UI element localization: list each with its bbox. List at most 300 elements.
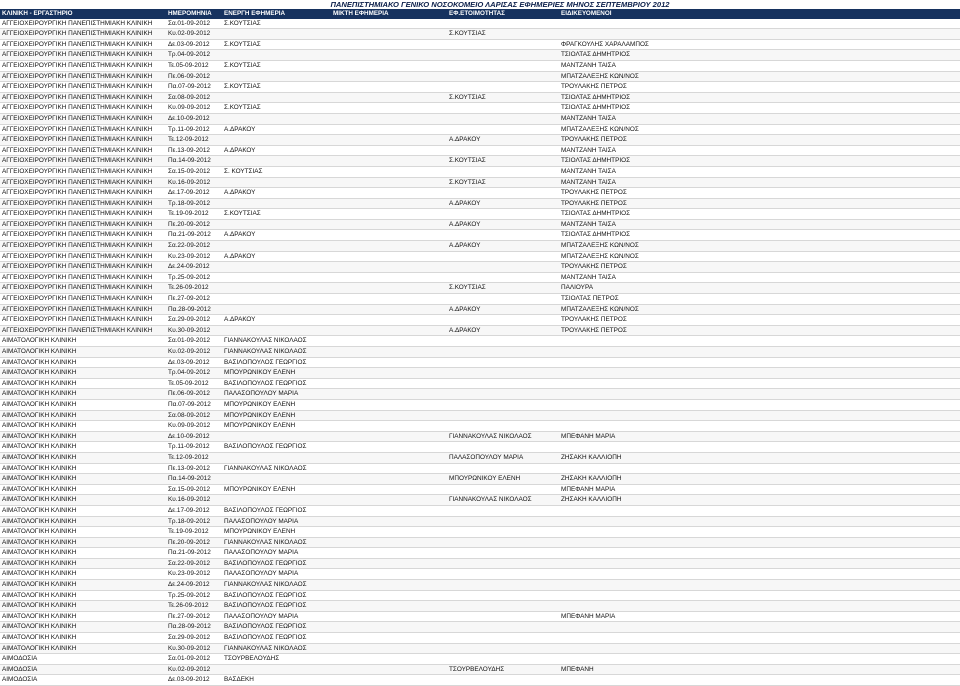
- cell-on-call-duty: [447, 336, 559, 347]
- column-header-on-call-duty: ΕΦ.ΕΤΟΙΜΟΤΗΤΑΣ: [447, 9, 559, 19]
- cell-on-call-duty: [447, 569, 559, 580]
- cell-on-call-duty: [447, 294, 559, 305]
- cell-on-call-duty: [447, 272, 559, 283]
- table-row: [0, 495, 960, 506]
- cell-mixed-duty: [331, 315, 447, 326]
- cell-clinic: ΑΙΜΟΔΟΣΙΑ: [0, 675, 166, 686]
- cell-residents: [559, 633, 960, 644]
- cell-mixed-duty: [331, 272, 447, 283]
- cell-active-duty: ΓΙΑΝΝΑΚΟΥΛΑΣ ΝΙΚΟΛΑΟΣ: [222, 463, 331, 474]
- cell-on-call-duty: [447, 484, 559, 495]
- cell-mixed-duty: [331, 283, 447, 294]
- cell-residents: ΤΡΟΥΛΑΚΗΣ ΠΕΤΡΟΣ: [559, 135, 960, 146]
- cell-clinic: ΑΓΓΕΙΟΧΕΙΡΟΥΡΓΙΚΗ ΠΑΝΕΠΙΣΤΗΜΙΑΚΗ ΚΛΙΝΙΚΗ: [0, 230, 166, 241]
- cell-mixed-duty: [331, 241, 447, 252]
- table-row: [0, 262, 960, 273]
- cell-residents: ΜΑΝΤΖΑΝΗ ΤΑΙΣΑ: [559, 272, 960, 283]
- cell-clinic: ΑΙΜΑΤΟΛΟΓΙΚΗ ΚΛΙΝΙΚΗ: [0, 643, 166, 654]
- cell-clinic: ΑΙΜΑΤΟΛΟΓΙΚΗ ΚΛΙΝΙΚΗ: [0, 622, 166, 633]
- table-row: [0, 442, 960, 453]
- cell-active-duty: [222, 29, 331, 40]
- cell-on-call-duty: [447, 654, 559, 665]
- cell-on-call-duty: [447, 60, 559, 71]
- cell-residents: [559, 580, 960, 591]
- cell-mixed-duty: [331, 537, 447, 548]
- cell-clinic: ΑΓΓΕΙΟΧΕΙΡΟΥΡΓΙΚΗ ΠΑΝΕΠΙΣΤΗΜΙΑΚΗ ΚΛΙΝΙΚΗ: [0, 294, 166, 305]
- cell-active-duty: Σ.ΚΟΥΤΣΙΑΣ: [222, 209, 331, 220]
- cell-date: Κυ.16-09-2012: [166, 177, 222, 188]
- cell-date: Κυ.16-09-2012: [166, 495, 222, 506]
- cell-clinic: ΑΓΓΕΙΟΧΕΙΡΟΥΡΓΙΚΗ ΠΑΝΕΠΙΣΤΗΜΙΑΚΗ ΚΛΙΝΙΚΗ: [0, 251, 166, 262]
- cell-date: Κυ.02-09-2012: [166, 29, 222, 40]
- cell-mixed-duty: [331, 39, 447, 50]
- table-row: [0, 569, 960, 580]
- cell-mixed-duty: [331, 19, 447, 29]
- cell-clinic: ΑΙΜΑΤΟΛΟΓΙΚΗ ΚΛΙΝΙΚΗ: [0, 378, 166, 389]
- cell-mixed-duty: [331, 601, 447, 612]
- cell-active-duty: ΠΑΛΑΣΟΠΟΥΛΟΥ ΜΑΡΙΑ: [222, 516, 331, 527]
- table-row: [0, 622, 960, 633]
- cell-clinic: ΑΙΜΑΤΟΛΟΓΙΚΗ ΚΛΙΝΙΚΗ: [0, 537, 166, 548]
- table-row: [0, 431, 960, 442]
- cell-mixed-duty: [331, 198, 447, 209]
- page-title: ΠΑΝΕΠΙΣΤΗΜΙΑΚΟ ΓΕΝΙΚΟ ΝΟΣΟΚΟΜΕΙΟ ΛΑΡΙΣΑΣ ΕΦΗΜΕΡΙΕΣ ΜΗΝΟΣ ΣΕΠΤΕΜΒΡΙΟΥ 2012: [330, 0, 670, 9]
- cell-mixed-duty: [331, 421, 447, 432]
- cell-active-duty: Σ. ΚΟΥΤΣΙΑΣ: [222, 166, 331, 177]
- table-row: [0, 484, 960, 495]
- table-row: [0, 251, 960, 262]
- cell-mixed-duty: [331, 262, 447, 273]
- cell-date: Τε.26-09-2012: [166, 283, 222, 294]
- cell-on-call-duty: [447, 378, 559, 389]
- cell-residents: ΤΣΙΟΛΤΑΣ ΔΗΜΗΤΡΙΟΣ: [559, 209, 960, 220]
- cell-clinic: ΑΙΜΑΤΟΛΟΓΙΚΗ ΚΛΙΝΙΚΗ: [0, 516, 166, 527]
- cell-clinic: ΑΙΜΑΤΟΛΟΓΙΚΗ ΚΛΙΝΙΚΗ: [0, 484, 166, 495]
- cell-active-duty: [222, 135, 331, 146]
- table-row: [0, 378, 960, 389]
- table-row: [0, 156, 960, 167]
- cell-mixed-duty: [331, 145, 447, 156]
- cell-on-call-duty: ΜΠΟΥΡΩΝΙΚΟΥ ΕΛΕΝΗ: [447, 474, 559, 485]
- cell-clinic: ΑΓΓΕΙΟΧΕΙΡΟΥΡΓΙΚΗ ΠΑΝΕΠΙΣΤΗΜΙΑΚΗ ΚΛΙΝΙΚΗ: [0, 39, 166, 50]
- cell-clinic: ΑΙΜΑΤΟΛΟΓΙΚΗ ΚΛΙΝΙΚΗ: [0, 611, 166, 622]
- cell-date: Τε.05-09-2012: [166, 378, 222, 389]
- cell-active-duty: ΒΑΣΙΛΟΠΟΥΛΟΣ ΓΕΩΡΓΙΟΣ: [222, 505, 331, 516]
- cell-date: Πε.13-09-2012: [166, 463, 222, 474]
- cell-date: Πα.07-09-2012: [166, 399, 222, 410]
- cell-residents: [559, 548, 960, 559]
- cell-active-duty: ΓΙΑΝΝΑΚΟΥΛΑΣ ΝΙΚΟΛΑΟΣ: [222, 336, 331, 347]
- cell-active-duty: [222, 283, 331, 294]
- cell-clinic: ΑΓΓΕΙΟΧΕΙΡΟΥΡΓΙΚΗ ΠΑΝΕΠΙΣΤΗΜΙΑΚΗ ΚΛΙΝΙΚΗ: [0, 135, 166, 146]
- table-row: [0, 368, 960, 379]
- cell-on-call-duty: [447, 71, 559, 82]
- cell-residents: [559, 399, 960, 410]
- cell-date: Κυ.30-09-2012: [166, 643, 222, 654]
- table-row: [0, 675, 960, 686]
- cell-residents: ΜΑΝΤΖΑΝΗ ΤΑΙΣΑ: [559, 166, 960, 177]
- cell-date: Δε.03-09-2012: [166, 39, 222, 50]
- table-row: [0, 39, 960, 50]
- cell-clinic: ΑΙΜΑΤΟΛΟΓΙΚΗ ΚΛΙΝΙΚΗ: [0, 463, 166, 474]
- cell-clinic: ΑΙΜΑΤΟΛΟΓΙΚΗ ΚΛΙΝΙΚΗ: [0, 336, 166, 347]
- cell-active-duty: ΠΑΛΑΣΟΠΟΥΛΟΥ ΜΑΡΙΑ: [222, 569, 331, 580]
- cell-clinic: ΑΓΓΕΙΟΧΕΙΡΟΥΡΓΙΚΗ ΠΑΝΕΠΙΣΤΗΜΙΑΚΗ ΚΛΙΝΙΚΗ: [0, 29, 166, 40]
- cell-residents: [559, 569, 960, 580]
- table-row: [0, 516, 960, 527]
- cell-mixed-duty: [331, 60, 447, 71]
- cell-date: Σα.01-09-2012: [166, 654, 222, 665]
- table-row: [0, 103, 960, 114]
- cell-date: Δε.03-09-2012: [166, 675, 222, 686]
- cell-active-duty: ΜΠΟΥΡΩΝΙΚΟΥ ΕΛΕΝΗ: [222, 410, 331, 421]
- table-row: [0, 294, 960, 305]
- cell-date: Κυ.02-09-2012: [166, 664, 222, 675]
- cell-active-duty: [222, 272, 331, 283]
- cell-date: Τε.19-09-2012: [166, 527, 222, 538]
- cell-active-duty: ΒΑΣΙΛΟΠΟΥΛΟΣ ΓΕΩΡΓΙΟΣ: [222, 633, 331, 644]
- cell-active-duty: ΠΑΛΑΣΟΠΟΥΛΟΥ ΜΑΡΙΑ: [222, 389, 331, 400]
- cell-mixed-duty: [331, 569, 447, 580]
- cell-on-call-duty: [447, 39, 559, 50]
- table-row: [0, 188, 960, 199]
- table-row: [0, 315, 960, 326]
- cell-on-call-duty: Σ.ΚΟΥΤΣΙΑΣ: [447, 92, 559, 103]
- cell-active-duty: [222, 156, 331, 167]
- cell-mixed-duty: [331, 452, 447, 463]
- cell-mixed-duty: [331, 71, 447, 82]
- cell-clinic: ΑΙΜΑΤΟΛΟΓΙΚΗ ΚΛΙΝΙΚΗ: [0, 548, 166, 559]
- cell-mixed-duty: [331, 431, 447, 442]
- cell-residents: ΜΠΕΦΑΝΗ ΜΑΡΙΑ: [559, 611, 960, 622]
- cell-clinic: ΑΙΜΑΤΟΛΟΓΙΚΗ ΚΛΙΝΙΚΗ: [0, 580, 166, 591]
- cell-mixed-duty: [331, 399, 447, 410]
- table-row: [0, 389, 960, 400]
- roster-body: [0, 19, 960, 686]
- cell-mixed-duty: [331, 664, 447, 675]
- cell-date: Πα.28-09-2012: [166, 304, 222, 315]
- cell-mixed-duty: [331, 50, 447, 61]
- cell-residents: ΜΑΝΤΖΑΝΗ ΤΑΙΣΑ: [559, 145, 960, 156]
- cell-active-duty: [222, 431, 331, 442]
- cell-clinic: ΑΙΜΑΤΟΛΟΓΙΚΗ ΚΛΙΝΙΚΗ: [0, 442, 166, 453]
- cell-on-call-duty: [447, 643, 559, 654]
- cell-on-call-duty: [447, 113, 559, 124]
- cell-date: Πε.06-09-2012: [166, 389, 222, 400]
- cell-clinic: ΑΙΜΑΤΟΛΟΓΙΚΗ ΚΛΙΝΙΚΗ: [0, 558, 166, 569]
- table-row: [0, 145, 960, 156]
- cell-on-call-duty: [447, 399, 559, 410]
- cell-active-duty: Α.ΔΡΑΚΟΥ: [222, 230, 331, 241]
- cell-mixed-duty: [331, 527, 447, 538]
- cell-active-duty: [222, 294, 331, 305]
- table-row: [0, 410, 960, 421]
- cell-date: Πε.27-09-2012: [166, 611, 222, 622]
- cell-active-duty: ΜΠΟΥΡΩΝΙΚΟΥ ΕΛΕΝΗ: [222, 421, 331, 432]
- cell-clinic: ΑΙΜΑΤΟΛΟΓΙΚΗ ΚΛΙΝΙΚΗ: [0, 601, 166, 612]
- cell-residents: ΤΣΙΟΛΤΑΣ ΔΗΜΗΤΡΙΟΣ: [559, 156, 960, 167]
- cell-residents: [559, 505, 960, 516]
- table-row: [0, 135, 960, 146]
- cell-clinic: ΑΙΜΑΤΟΛΟΓΙΚΗ ΚΛΙΝΙΚΗ: [0, 421, 166, 432]
- cell-residents: ΜΠΑΤΖΑΛΕΞΗΣ ΚΩΝ/ΝΟΣ: [559, 241, 960, 252]
- cell-residents: [559, 654, 960, 665]
- cell-residents: [559, 368, 960, 379]
- cell-clinic: ΑΓΓΕΙΟΧΕΙΡΟΥΡΓΙΚΗ ΠΑΝΕΠΙΣΤΗΜΙΑΚΗ ΚΛΙΝΙΚΗ: [0, 156, 166, 167]
- table-row: [0, 230, 960, 241]
- cell-residents: ΤΣΙΟΛΤΑΣ ΔΗΜΗΤΡΙΟΣ: [559, 92, 960, 103]
- cell-date: Τρ.04-09-2012: [166, 368, 222, 379]
- cell-active-duty: [222, 495, 331, 506]
- cell-mixed-duty: [331, 124, 447, 135]
- cell-on-call-duty: ΠΑΛΑΣΟΠΟΥΛΟΥ ΜΑΡΙΑ: [447, 452, 559, 463]
- cell-clinic: ΑΙΜΑΤΟΛΟΓΙΚΗ ΚΛΙΝΙΚΗ: [0, 357, 166, 368]
- cell-active-duty: [222, 664, 331, 675]
- table-row: [0, 654, 960, 665]
- cell-clinic: ΑΓΓΕΙΟΧΕΙΡΟΥΡΓΙΚΗ ΠΑΝΕΠΙΣΤΗΜΙΑΚΗ ΚΛΙΝΙΚΗ: [0, 19, 166, 29]
- cell-date: Σα.22-09-2012: [166, 558, 222, 569]
- cell-mixed-duty: [331, 113, 447, 124]
- cell-on-call-duty: Σ.ΚΟΥΤΣΙΑΣ: [447, 29, 559, 40]
- cell-residents: [559, 622, 960, 633]
- cell-date: Δε.24-09-2012: [166, 580, 222, 591]
- cell-clinic: ΑΙΜΑΤΟΛΟΓΙΚΗ ΚΛΙΝΙΚΗ: [0, 505, 166, 516]
- cell-clinic: ΑΓΓΕΙΟΧΕΙΡΟΥΡΓΙΚΗ ΠΑΝΕΠΙΣΤΗΜΙΑΚΗ ΚΛΙΝΙΚΗ: [0, 304, 166, 315]
- cell-mixed-duty: [331, 611, 447, 622]
- cell-date: Τρ.25-09-2012: [166, 590, 222, 601]
- cell-residents: ΤΣΙΟΛΤΑΣ ΔΗΜΗΤΡΙΟΣ: [559, 50, 960, 61]
- cell-on-call-duty: [447, 389, 559, 400]
- cell-mixed-duty: [331, 495, 447, 506]
- table-row: [0, 198, 960, 209]
- cell-residents: [559, 442, 960, 453]
- cell-clinic: ΑΓΓΕΙΟΧΕΙΡΟΥΡΓΙΚΗ ΠΑΝΕΠΙΣΤΗΜΙΑΚΗ ΚΛΙΝΙΚΗ: [0, 325, 166, 336]
- cell-date: Δε.17-09-2012: [166, 505, 222, 516]
- cell-residents: ΤΡΟΥΛΑΚΗΣ ΠΕΤΡΟΣ: [559, 262, 960, 273]
- cell-clinic: ΑΙΜΑΤΟΛΟΓΙΚΗ ΚΛΙΝΙΚΗ: [0, 569, 166, 580]
- cell-residents: ΤΡΟΥΛΑΚΗΣ ΠΕΤΡΟΣ: [559, 82, 960, 93]
- column-header-residents: ΕΙΔΙΚΕΥΟΜΕΝΟΙ: [559, 9, 960, 19]
- cell-residents: ΠΑΛΙΟΥΡΑ: [559, 283, 960, 294]
- table-row: [0, 633, 960, 644]
- cell-clinic: ΑΓΓΕΙΟΧΕΙΡΟΥΡΓΙΚΗ ΠΑΝΕΠΙΣΤΗΜΙΑΚΗ ΚΛΙΝΙΚΗ: [0, 283, 166, 294]
- cell-active-duty: Σ.ΚΟΥΤΣΙΑΣ: [222, 103, 331, 114]
- cell-active-duty: Α.ΔΡΑΚΟΥ: [222, 251, 331, 262]
- table-row: [0, 558, 960, 569]
- table-row: [0, 241, 960, 252]
- cell-date: Τε.12-09-2012: [166, 452, 222, 463]
- table-row: [0, 50, 960, 61]
- cell-residents: ΤΡΟΥΛΑΚΗΣ ΠΕΤΡΟΣ: [559, 325, 960, 336]
- cell-mixed-duty: [331, 484, 447, 495]
- cell-active-duty: Σ.ΚΟΥΤΣΙΑΣ: [222, 82, 331, 93]
- cell-mixed-duty: [331, 336, 447, 347]
- cell-on-call-duty: [447, 516, 559, 527]
- cell-date: Τρ.18-09-2012: [166, 198, 222, 209]
- cell-on-call-duty: [447, 124, 559, 135]
- table-row: [0, 590, 960, 601]
- cell-mixed-duty: [331, 230, 447, 241]
- cell-date: Δε.03-09-2012: [166, 357, 222, 368]
- cell-residents: ΦΡΑΓΚΟΥΛΗΣ ΧΑΡΑΛΑΜΠΟΣ: [559, 39, 960, 50]
- cell-clinic: ΑΓΓΕΙΟΧΕΙΡΟΥΡΓΙΚΗ ΠΑΝΕΠΙΣΤΗΜΙΑΚΗ ΚΛΙΝΙΚΗ: [0, 145, 166, 156]
- cell-mixed-duty: [331, 548, 447, 559]
- cell-clinic: ΑΓΓΕΙΟΧΕΙΡΟΥΡΓΙΚΗ ΠΑΝΕΠΙΣΤΗΜΙΑΚΗ ΚΛΙΝΙΚΗ: [0, 103, 166, 114]
- cell-residents: ΜΠΑΤΖΑΛΕΞΗΣ ΚΩΝ/ΝΟΣ: [559, 71, 960, 82]
- cell-on-call-duty: Α.ΔΡΑΚΟΥ: [447, 219, 559, 230]
- cell-active-duty: ΓΙΑΝΝΑΚΟΥΛΑΣ ΝΙΚΟΛΑΟΣ: [222, 643, 331, 654]
- cell-clinic: ΑΙΜΑΤΟΛΟΓΙΚΗ ΚΛΙΝΙΚΗ: [0, 368, 166, 379]
- cell-active-duty: [222, 452, 331, 463]
- cell-on-call-duty: ΓΙΑΝΝΑΚΟΥΛΑΣ ΝΙΚΟΛΑΟΣ: [447, 431, 559, 442]
- cell-residents: ΤΡΟΥΛΑΚΗΣ ΠΕΤΡΟΣ: [559, 188, 960, 199]
- cell-on-call-duty: [447, 590, 559, 601]
- cell-on-call-duty: Α.ΔΡΑΚΟΥ: [447, 241, 559, 252]
- table-row: [0, 601, 960, 612]
- cell-mixed-duty: [331, 633, 447, 644]
- cell-mixed-duty: [331, 643, 447, 654]
- cell-mixed-duty: [331, 474, 447, 485]
- cell-active-duty: ΤΣΟΥΡΒΕΛΟΥΔΗΣ: [222, 654, 331, 665]
- cell-clinic: ΑΙΜΑΤΟΛΟΓΙΚΗ ΚΛΙΝΙΚΗ: [0, 590, 166, 601]
- cell-mixed-duty: [331, 410, 447, 421]
- cell-residents: [559, 675, 960, 686]
- cell-active-duty: Α.ΔΡΑΚΟΥ: [222, 188, 331, 199]
- cell-on-call-duty: Σ.ΚΟΥΤΣΙΑΣ: [447, 177, 559, 188]
- cell-clinic: ΑΓΓΕΙΟΧΕΙΡΟΥΡΓΙΚΗ ΠΑΝΕΠΙΣΤΗΜΙΑΚΗ ΚΛΙΝΙΚΗ: [0, 188, 166, 199]
- cell-active-duty: ΒΑΣΔΕΚΗ: [222, 675, 331, 686]
- cell-on-call-duty: [447, 442, 559, 453]
- cell-date: Πα.21-09-2012: [166, 230, 222, 241]
- table-row: [0, 82, 960, 93]
- cell-mixed-duty: [331, 325, 447, 336]
- cell-on-call-duty: [447, 262, 559, 273]
- cell-mixed-duty: [331, 622, 447, 633]
- column-header-clinic: ΚΛΙΝΙΚΗ - ΕΡΓΑΣΤΗΡΙΟ: [0, 9, 166, 19]
- cell-active-duty: ΒΑΣΙΛΟΠΟΥΛΟΣ ΓΕΩΡΓΙΟΣ: [222, 622, 331, 633]
- cell-clinic: ΑΙΜΟΔΟΣΙΑ: [0, 654, 166, 665]
- table-row: [0, 537, 960, 548]
- cell-date: Πα.21-09-2012: [166, 548, 222, 559]
- cell-mixed-duty: [331, 442, 447, 453]
- cell-residents: [559, 463, 960, 474]
- cell-residents: [559, 336, 960, 347]
- cell-date: Τε.19-09-2012: [166, 209, 222, 220]
- table-row: [0, 357, 960, 368]
- cell-mixed-duty: [331, 347, 447, 358]
- cell-clinic: ΑΙΜΑΤΟΛΟΓΙΚΗ ΚΛΙΝΙΚΗ: [0, 527, 166, 538]
- cell-residents: [559, 357, 960, 368]
- cell-residents: [559, 410, 960, 421]
- cell-active-duty: ΒΑΣΙΛΟΠΟΥΛΟΣ ΓΕΩΡΓΙΟΣ: [222, 357, 331, 368]
- cell-clinic: ΑΓΓΕΙΟΧΕΙΡΟΥΡΓΙΚΗ ΠΑΝΕΠΙΣΤΗΜΙΑΚΗ ΚΛΙΝΙΚΗ: [0, 198, 166, 209]
- table-row: [0, 325, 960, 336]
- cell-date: Σα.01-09-2012: [166, 336, 222, 347]
- cell-clinic: ΑΓΓΕΙΟΧΕΙΡΟΥΡΓΙΚΗ ΠΑΝΕΠΙΣΤΗΜΙΑΚΗ ΚΛΙΝΙΚΗ: [0, 60, 166, 71]
- cell-residents: [559, 29, 960, 40]
- table-row: [0, 19, 960, 29]
- cell-mixed-duty: [331, 389, 447, 400]
- cell-residents: ΤΣΙΟΛΤΑΣ ΔΗΜΗΤΡΙΟΣ: [559, 230, 960, 241]
- table-row: [0, 611, 960, 622]
- cell-residents: ΜΑΝΤΖΑΝΗ ΤΑΙΣΑ: [559, 177, 960, 188]
- cell-active-duty: Σ.ΚΟΥΤΣΙΑΣ: [222, 39, 331, 50]
- cell-on-call-duty: Σ.ΚΟΥΤΣΙΑΣ: [447, 283, 559, 294]
- cell-active-duty: ΒΑΣΙΛΟΠΟΥΛΟΣ ΓΕΩΡΓΙΟΣ: [222, 601, 331, 612]
- cell-residents: ΤΡΟΥΛΑΚΗΣ ΠΕΤΡΟΣ: [559, 198, 960, 209]
- cell-date: Τρ.18-09-2012: [166, 516, 222, 527]
- cell-active-duty: [222, 198, 331, 209]
- cell-mixed-duty: [331, 516, 447, 527]
- cell-mixed-duty: [331, 675, 447, 686]
- table-row: [0, 463, 960, 474]
- cell-on-call-duty: [447, 527, 559, 538]
- cell-clinic: ΑΙΜΑΤΟΛΟΓΙΚΗ ΚΛΙΝΙΚΗ: [0, 495, 166, 506]
- cell-active-duty: [222, 92, 331, 103]
- cell-on-call-duty: [447, 580, 559, 591]
- cell-active-duty: Α.ΔΡΑΚΟΥ: [222, 315, 331, 326]
- cell-mixed-duty: [331, 463, 447, 474]
- cell-date: Δε.10-09-2012: [166, 431, 222, 442]
- cell-date: Τε.12-09-2012: [166, 135, 222, 146]
- cell-mixed-duty: [331, 82, 447, 93]
- table-row: [0, 272, 960, 283]
- cell-mixed-duty: [331, 251, 447, 262]
- table-row: [0, 177, 960, 188]
- cell-clinic: ΑΓΓΕΙΟΧΕΙΡΟΥΡΓΙΚΗ ΠΑΝΕΠΙΣΤΗΜΙΑΚΗ ΚΛΙΝΙΚΗ: [0, 124, 166, 135]
- cell-on-call-duty: [447, 230, 559, 241]
- cell-date: Πε.06-09-2012: [166, 71, 222, 82]
- cell-residents: [559, 537, 960, 548]
- cell-on-call-duty: [447, 537, 559, 548]
- cell-on-call-duty: ΤΣΟΥΡΒΕΛΟΥΔΗΣ: [447, 664, 559, 675]
- cell-clinic: ΑΓΓΕΙΟΧΕΙΡΟΥΡΓΙΚΗ ΠΑΝΕΠΙΣΤΗΜΙΑΚΗ ΚΛΙΝΙΚΗ: [0, 71, 166, 82]
- cell-on-call-duty: [447, 357, 559, 368]
- cell-clinic: ΑΓΓΕΙΟΧΕΙΡΟΥΡΓΙΚΗ ΠΑΝΕΠΙΣΤΗΜΙΑΚΗ ΚΛΙΝΙΚΗ: [0, 315, 166, 326]
- cell-date: Κυ.23-09-2012: [166, 569, 222, 580]
- cell-residents: [559, 590, 960, 601]
- cell-residents: [559, 421, 960, 432]
- cell-residents: ΜΑΝΤΖΑΝΗ ΤΑΙΣΑ: [559, 60, 960, 71]
- cell-active-duty: ΓΙΑΝΝΑΚΟΥΛΑΣ ΝΙΚΟΛΑΟΣ: [222, 580, 331, 591]
- cell-active-duty: Α.ΔΡΑΚΟΥ: [222, 145, 331, 156]
- cell-date: Πα.14-09-2012: [166, 156, 222, 167]
- cell-date: Σα.15-09-2012: [166, 484, 222, 495]
- cell-residents: ΖΗΣΑΚΗ ΚΑΛΛΙΟΠΗ: [559, 452, 960, 463]
- cell-on-call-duty: [447, 622, 559, 633]
- cell-on-call-duty: [447, 188, 559, 199]
- cell-mixed-duty: [331, 378, 447, 389]
- cell-residents: ΜΠΕΦΑΝΗ ΜΑΡΙΑ: [559, 431, 960, 442]
- cell-residents: [559, 643, 960, 654]
- cell-date: Τρ.04-09-2012: [166, 50, 222, 61]
- cell-on-call-duty: [447, 209, 559, 220]
- cell-active-duty: ΒΑΣΙΛΟΠΟΥΛΟΣ ΓΕΩΡΓΙΟΣ: [222, 442, 331, 453]
- cell-date: Τρ.11-09-2012: [166, 124, 222, 135]
- cell-residents: [559, 389, 960, 400]
- table-row: [0, 304, 960, 315]
- cell-date: Τε.05-09-2012: [166, 60, 222, 71]
- cell-mixed-duty: [331, 368, 447, 379]
- cell-date: Κυ.09-09-2012: [166, 103, 222, 114]
- cell-on-call-duty: [447, 558, 559, 569]
- cell-clinic: ΑΙΜΟΔΟΣΙΑ: [0, 664, 166, 675]
- cell-mixed-duty: [331, 580, 447, 591]
- cell-clinic: ΑΙΜΑΤΟΛΟΓΙΚΗ ΚΛΙΝΙΚΗ: [0, 474, 166, 485]
- cell-on-call-duty: [447, 19, 559, 29]
- cell-on-call-duty: [447, 505, 559, 516]
- cell-active-duty: ΠΑΛΑΣΟΠΟΥΛΟΥ ΜΑΡΙΑ: [222, 611, 331, 622]
